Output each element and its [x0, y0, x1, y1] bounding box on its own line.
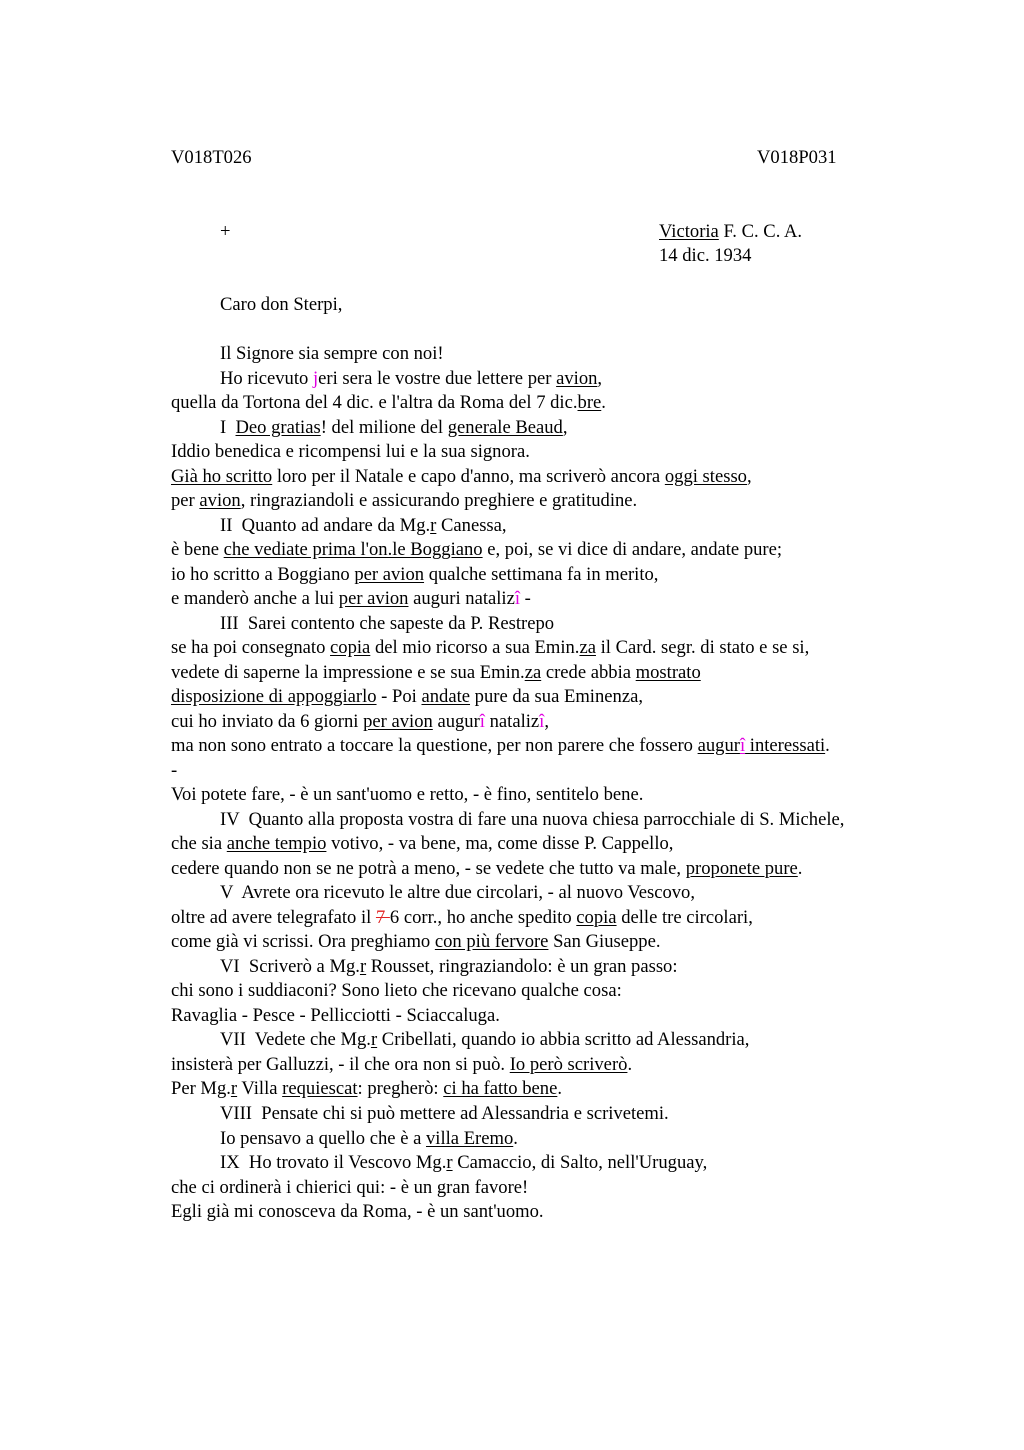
struck-out-text: 7	[375, 906, 390, 928]
text-segment: ,	[562, 416, 568, 438]
letter-line	[171, 1102, 844, 1127]
text-segment: qualche settimana fa in merito,	[424, 563, 659, 585]
text-segment: - Poi	[376, 686, 422, 708]
text-segment: Ravaglia - Pesce - Pellicciotti - Sciaccaluga.	[171, 1004, 500, 1026]
text-segment: oltre ad avere telegrafato il	[171, 906, 376, 928]
text-segment: II Quanto ad andare da Mg.	[220, 514, 431, 536]
underlined-text: r	[359, 955, 367, 977]
underlined-text: disposizione di appoggiarlo	[171, 686, 377, 708]
letter-line	[171, 1004, 844, 1029]
handwritten-correction: î	[539, 710, 545, 732]
underlined-text: Già ho scritto	[171, 465, 273, 487]
text-segment: insisterà per Galluzzi, - il che ora non si può.	[171, 1053, 510, 1075]
letter-line	[171, 342, 844, 367]
underlined-text: ci ha fatto bene	[443, 1078, 558, 1100]
letter-line	[171, 759, 844, 784]
text-segment: .	[601, 392, 606, 414]
handwritten-correction: î	[514, 588, 521, 610]
text-segment: ,	[746, 465, 752, 487]
letter-line	[171, 514, 844, 539]
letter-line	[171, 685, 844, 710]
underlined-text: avion	[199, 490, 241, 512]
place-underlined: Victoria	[659, 221, 719, 242]
text-segment: .	[627, 1053, 633, 1075]
text-segment: e, poi, se vi dice di andare, andate pure;	[482, 539, 783, 561]
underlined-text: villa Eremo	[426, 1127, 514, 1149]
handwritten-correction: j	[312, 367, 319, 389]
text-segment: io ho scritto a Boggiano	[171, 563, 355, 585]
letter-line	[171, 710, 844, 735]
place-rest: F. C. C. A.	[718, 221, 803, 242]
text-segment: Camaccio, di Salto, nell'Uruguay,	[452, 1152, 708, 1174]
underlined-text: proponete pure	[685, 857, 798, 879]
letter-line	[171, 538, 844, 563]
text-segment: .	[797, 857, 803, 879]
text-segment: ,	[544, 710, 549, 732]
text-segment: delle tre circolari,	[616, 906, 753, 928]
text-segment: Rousset, ringraziandolo: è un gran passo:	[366, 955, 678, 977]
underlined-text: requiescat	[282, 1078, 358, 1100]
text-segment: il Card. segr. di stato e se si,	[595, 637, 810, 659]
underlined-text: per avion	[363, 710, 433, 732]
handwritten-correction: î	[739, 735, 746, 757]
letter-line	[171, 1028, 844, 1053]
text-segment: Villa	[237, 1078, 283, 1100]
cross-symbol: +	[220, 221, 231, 242]
letter-line	[171, 857, 844, 882]
letter-line	[171, 465, 844, 490]
salutation: Caro don Sterpi,	[220, 294, 343, 315]
text-segment: cedere quando non se ne potrà a meno, - se vedete che tutto va male,	[171, 857, 686, 879]
text-segment: Io pensavo a quello che è a	[220, 1127, 426, 1149]
text-segment: .	[557, 1078, 562, 1100]
text-segment: se ha poi consegnato	[171, 637, 331, 659]
letter-date: 14 dic. 1934	[659, 245, 752, 266]
underlined-text: r	[446, 1152, 453, 1174]
text-segment: .	[513, 1127, 518, 1149]
underlined-text: Io però scriverò	[509, 1053, 628, 1075]
underlined-text: za	[524, 661, 542, 683]
letter-line	[171, 1200, 844, 1225]
letter-line	[171, 906, 844, 931]
text-segment: quella da Tortona del 4 dic. e l'altra da Roma del 7 dic.	[171, 392, 578, 414]
text-segment: VII Vedete che Mg.	[220, 1029, 371, 1051]
text-segment: Per Mg.	[171, 1078, 231, 1100]
text-segment: Egli già mi conosceva da Roma, - è un sant'uomo.	[171, 1201, 544, 1223]
underlined-text: interessati	[745, 735, 826, 757]
text-segment: chi sono i suddiaconi? Sono lieto che ricevano qualche cosa:	[171, 980, 622, 1002]
text-segment: vedete di saperne la impressione e se sua Emin.	[171, 661, 525, 683]
text-segment: IX Ho trovato il Vescovo Mg.	[220, 1152, 447, 1174]
underlined-text: con più fervore	[434, 931, 549, 953]
underlined-text: mostrato	[635, 661, 701, 683]
letter-line	[171, 416, 844, 441]
text-segment: -	[171, 759, 178, 781]
text-segment: 6 corr., ho anche spedito	[389, 906, 577, 928]
handwritten-correction: î	[479, 710, 485, 732]
text-segment: cui ho inviato da 6 giorni	[171, 710, 364, 732]
text-segment: e manderò anche a lui	[171, 588, 339, 610]
text-segment: Il Signore sia sempre con noi!	[220, 343, 444, 364]
text-segment: come già vi scrissi. Ora preghiamo	[171, 931, 435, 953]
letter-line	[171, 1176, 844, 1201]
document-code-right: V018P031	[757, 147, 837, 168]
letter-line	[171, 1151, 844, 1176]
letter-line	[171, 587, 844, 612]
underlined-text: per avion	[354, 563, 425, 585]
text-segment: VI Scriverò a Mg.	[220, 955, 360, 977]
text-segment: è bene	[171, 539, 224, 561]
letter-line	[171, 367, 844, 392]
text-segment: Voi potete fare, - è un sant'uomo e retto, - è fino, sentitelo bene.	[171, 784, 644, 806]
text-segment: : pregherò:	[357, 1078, 444, 1100]
text-segment: .	[825, 735, 830, 757]
underlined-text: copia	[576, 906, 617, 928]
underlined-text: per avion	[338, 588, 409, 610]
underlined-text: r	[230, 1078, 238, 1100]
underlined-text: copia	[330, 637, 371, 659]
letter-line	[171, 979, 844, 1004]
underlined-text: che vediate prima l'on.le Boggiano	[223, 539, 483, 561]
text-segment: ! del milione del	[320, 416, 448, 438]
text-segment: Ho ricevuto	[220, 367, 313, 389]
text-segment: pure da sua Eminenza,	[470, 686, 643, 708]
letter-place	[659, 220, 802, 244]
text-segment: San Giuseppe.	[548, 931, 661, 953]
text-segment: III Sarei contento che sapeste da P. Restrepo	[220, 612, 555, 634]
text-segment: Cribellati, quando io abbia scritto ad Alessandria,	[377, 1029, 750, 1051]
text-segment: per	[171, 490, 200, 512]
underlined-text: anche tempio	[226, 833, 327, 855]
letter-line	[171, 661, 844, 686]
underlined-text: avion	[556, 367, 598, 389]
text-segment: VIII Pensate chi si può mettere ad Alessandria e scrivetemi.	[220, 1102, 669, 1124]
underlined-text: generale Beaud	[447, 416, 563, 438]
letter-line	[171, 1053, 844, 1078]
text-segment: augur	[432, 710, 480, 732]
text-segment: Canessa,	[436, 514, 507, 536]
text-segment: V Avrete ora ricevuto le altre due circolari, - al nuovo Vescovo,	[220, 882, 696, 904]
text-segment: loro per il Natale e capo d'anno, ma scriverò ancora	[272, 465, 665, 487]
letter-line	[171, 612, 844, 637]
text-segment: , ringraziandoli e assicurando preghiere e gratitudine.	[240, 490, 638, 512]
letter-line	[171, 391, 844, 416]
underlined-text: oggi stesso	[664, 465, 747, 487]
text-segment: I	[220, 416, 236, 438]
letter-line	[171, 636, 844, 661]
text-segment: che ci ordinerà i chierici qui: - è un gran favore!	[171, 1176, 529, 1198]
letter-line	[171, 1127, 844, 1152]
text-segment: eri sera le vostre due lettere per	[318, 367, 557, 389]
text-segment: crede abbia	[541, 661, 636, 683]
letter-line	[171, 808, 844, 833]
text-segment: votivo, - va bene, ma, come disse P. Cappello,	[326, 833, 674, 855]
letter-line	[171, 832, 844, 857]
letter-body	[171, 342, 844, 1225]
text-segment: auguri nataliz	[408, 588, 515, 610]
document-code-left: V018T026	[171, 147, 252, 168]
letter-line	[171, 440, 844, 465]
text-segment: ma non sono entrato a toccare la questione, per non parere che fossero	[171, 735, 698, 757]
letter-line	[171, 489, 844, 514]
text-segment: Iddio benedica e ricompensi lui e la sua signora.	[171, 441, 530, 463]
text-segment: ,	[597, 367, 603, 389]
letter-line	[171, 734, 844, 759]
text-segment: nataliz	[484, 710, 540, 732]
underlined-text: za	[579, 637, 596, 659]
underlined-text: r	[430, 514, 437, 536]
underlined-text: r	[370, 1029, 378, 1051]
underlined-text: andate	[421, 686, 471, 708]
letter-line	[171, 930, 844, 955]
text-segment: IV Quanto alla proposta vostra di fare una nuova chiesa parrocchiale di S. Michele,	[220, 808, 845, 830]
underlined-text: bre	[577, 392, 602, 414]
text-segment: -	[520, 588, 531, 610]
text-segment: che sia	[171, 833, 227, 855]
letter-line	[171, 563, 844, 588]
underlined-text: Deo gratias	[235, 416, 321, 438]
letter-line	[171, 1077, 844, 1102]
underlined-text: augur	[697, 735, 740, 757]
letter-line	[171, 783, 844, 808]
letter-line	[171, 955, 844, 980]
text-segment: del mio ricorso a sua Emin.	[370, 637, 580, 659]
letter-line	[171, 881, 844, 906]
